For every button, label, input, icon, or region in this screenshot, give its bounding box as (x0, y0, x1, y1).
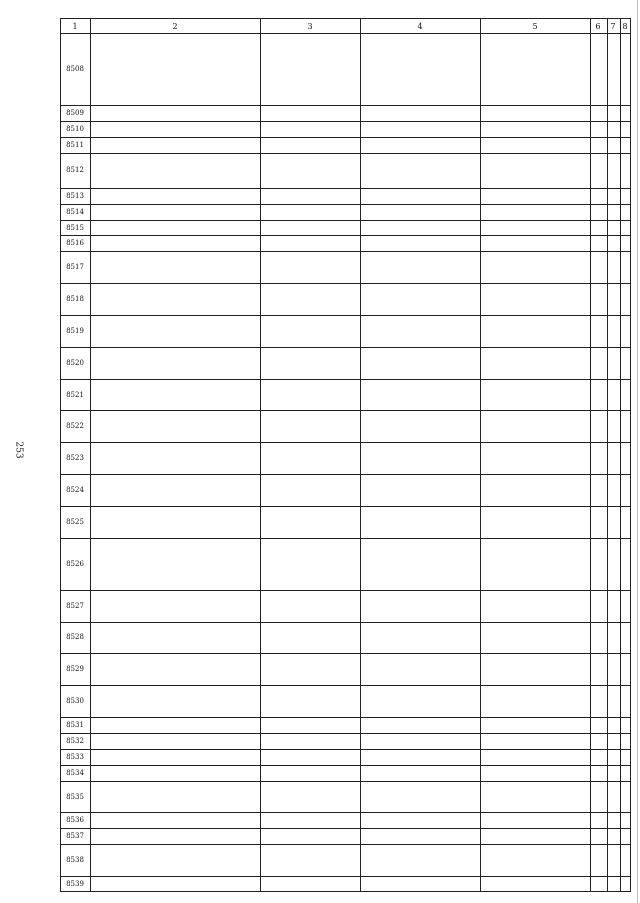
row-separator (60, 251, 631, 252)
row-number: 8524 (66, 485, 84, 494)
row-number: 8512 (66, 166, 84, 175)
column-separator (590, 18, 591, 892)
table-grid (60, 18, 631, 892)
row-number: 8537 (66, 832, 84, 841)
row-separator (60, 315, 631, 316)
column-separator (620, 18, 621, 892)
row-number: 8518 (66, 295, 84, 304)
row-separator (60, 410, 631, 411)
column-number: 5 (532, 22, 538, 31)
row-separator (60, 137, 631, 138)
row-number: 8529 (66, 665, 84, 674)
row-separator (60, 844, 631, 845)
row-number: 8526 (66, 559, 84, 568)
row-number: 8508 (66, 65, 84, 74)
row-separator (60, 442, 631, 443)
row-separator (60, 733, 631, 734)
row-separator (60, 828, 631, 829)
table-frame (60, 18, 631, 892)
column-separator (607, 18, 608, 892)
row-separator (60, 105, 631, 106)
column-number: 6 (595, 22, 601, 31)
row-number: 8539 (66, 880, 84, 889)
row-number: 8536 (66, 816, 84, 825)
column-number: 8 (622, 22, 628, 31)
row-separator (60, 121, 631, 122)
row-separator (60, 685, 631, 686)
row-separator (60, 781, 631, 782)
row-number: 8538 (66, 856, 84, 865)
row-separator (60, 876, 631, 877)
row-separator (60, 653, 631, 654)
row-separator (60, 590, 631, 591)
column-separator (480, 18, 481, 892)
column-separator (90, 18, 91, 892)
row-number: 8528 (66, 633, 84, 642)
row-number: 8531 (66, 720, 84, 729)
row-number: 8532 (66, 736, 84, 745)
row-number: 8517 (66, 263, 84, 272)
row-number: 8523 (66, 454, 84, 463)
row-separator (60, 717, 631, 718)
column-number: 1 (72, 22, 78, 31)
row-number: 8521 (66, 390, 84, 399)
row-number: 8513 (66, 191, 84, 200)
row-number: 8525 (66, 517, 84, 526)
column-number: 3 (307, 22, 313, 31)
row-number: 8519 (66, 326, 84, 335)
row-separator (60, 235, 631, 236)
row-number: 8520 (66, 358, 84, 367)
row-separator (60, 749, 631, 750)
row-separator (60, 765, 631, 766)
column-separator (260, 18, 261, 892)
column-number: 2 (172, 22, 178, 31)
row-number: 8515 (66, 223, 84, 232)
row-number: 8530 (66, 697, 84, 706)
row-separator (60, 538, 631, 539)
row-separator (60, 812, 631, 813)
row-number: 8535 (66, 792, 84, 801)
row-separator (60, 379, 631, 380)
row-number: 8522 (66, 422, 84, 431)
row-number: 8527 (66, 601, 84, 610)
row-separator (60, 188, 631, 189)
column-separator (360, 18, 361, 892)
page-edge (637, 0, 638, 903)
row-number: 8514 (66, 207, 84, 216)
row-number: 8511 (66, 141, 84, 150)
row-separator (60, 622, 631, 623)
header-separator (60, 33, 631, 34)
row-separator (60, 506, 631, 507)
row-separator (60, 474, 631, 475)
row-number: 8534 (66, 768, 84, 777)
column-number: 7 (610, 22, 616, 31)
row-separator (60, 347, 631, 348)
column-number: 4 (417, 22, 423, 31)
row-number: 8509 (66, 109, 84, 118)
registry-table (60, 18, 631, 892)
row-number: 8533 (66, 752, 84, 761)
row-separator (60, 283, 631, 284)
row-separator (60, 204, 631, 205)
row-separator (60, 153, 631, 154)
page-number: 253 (13, 441, 24, 459)
row-separator (60, 220, 631, 221)
row-number: 8516 (66, 239, 84, 248)
row-number: 8510 (66, 125, 84, 134)
